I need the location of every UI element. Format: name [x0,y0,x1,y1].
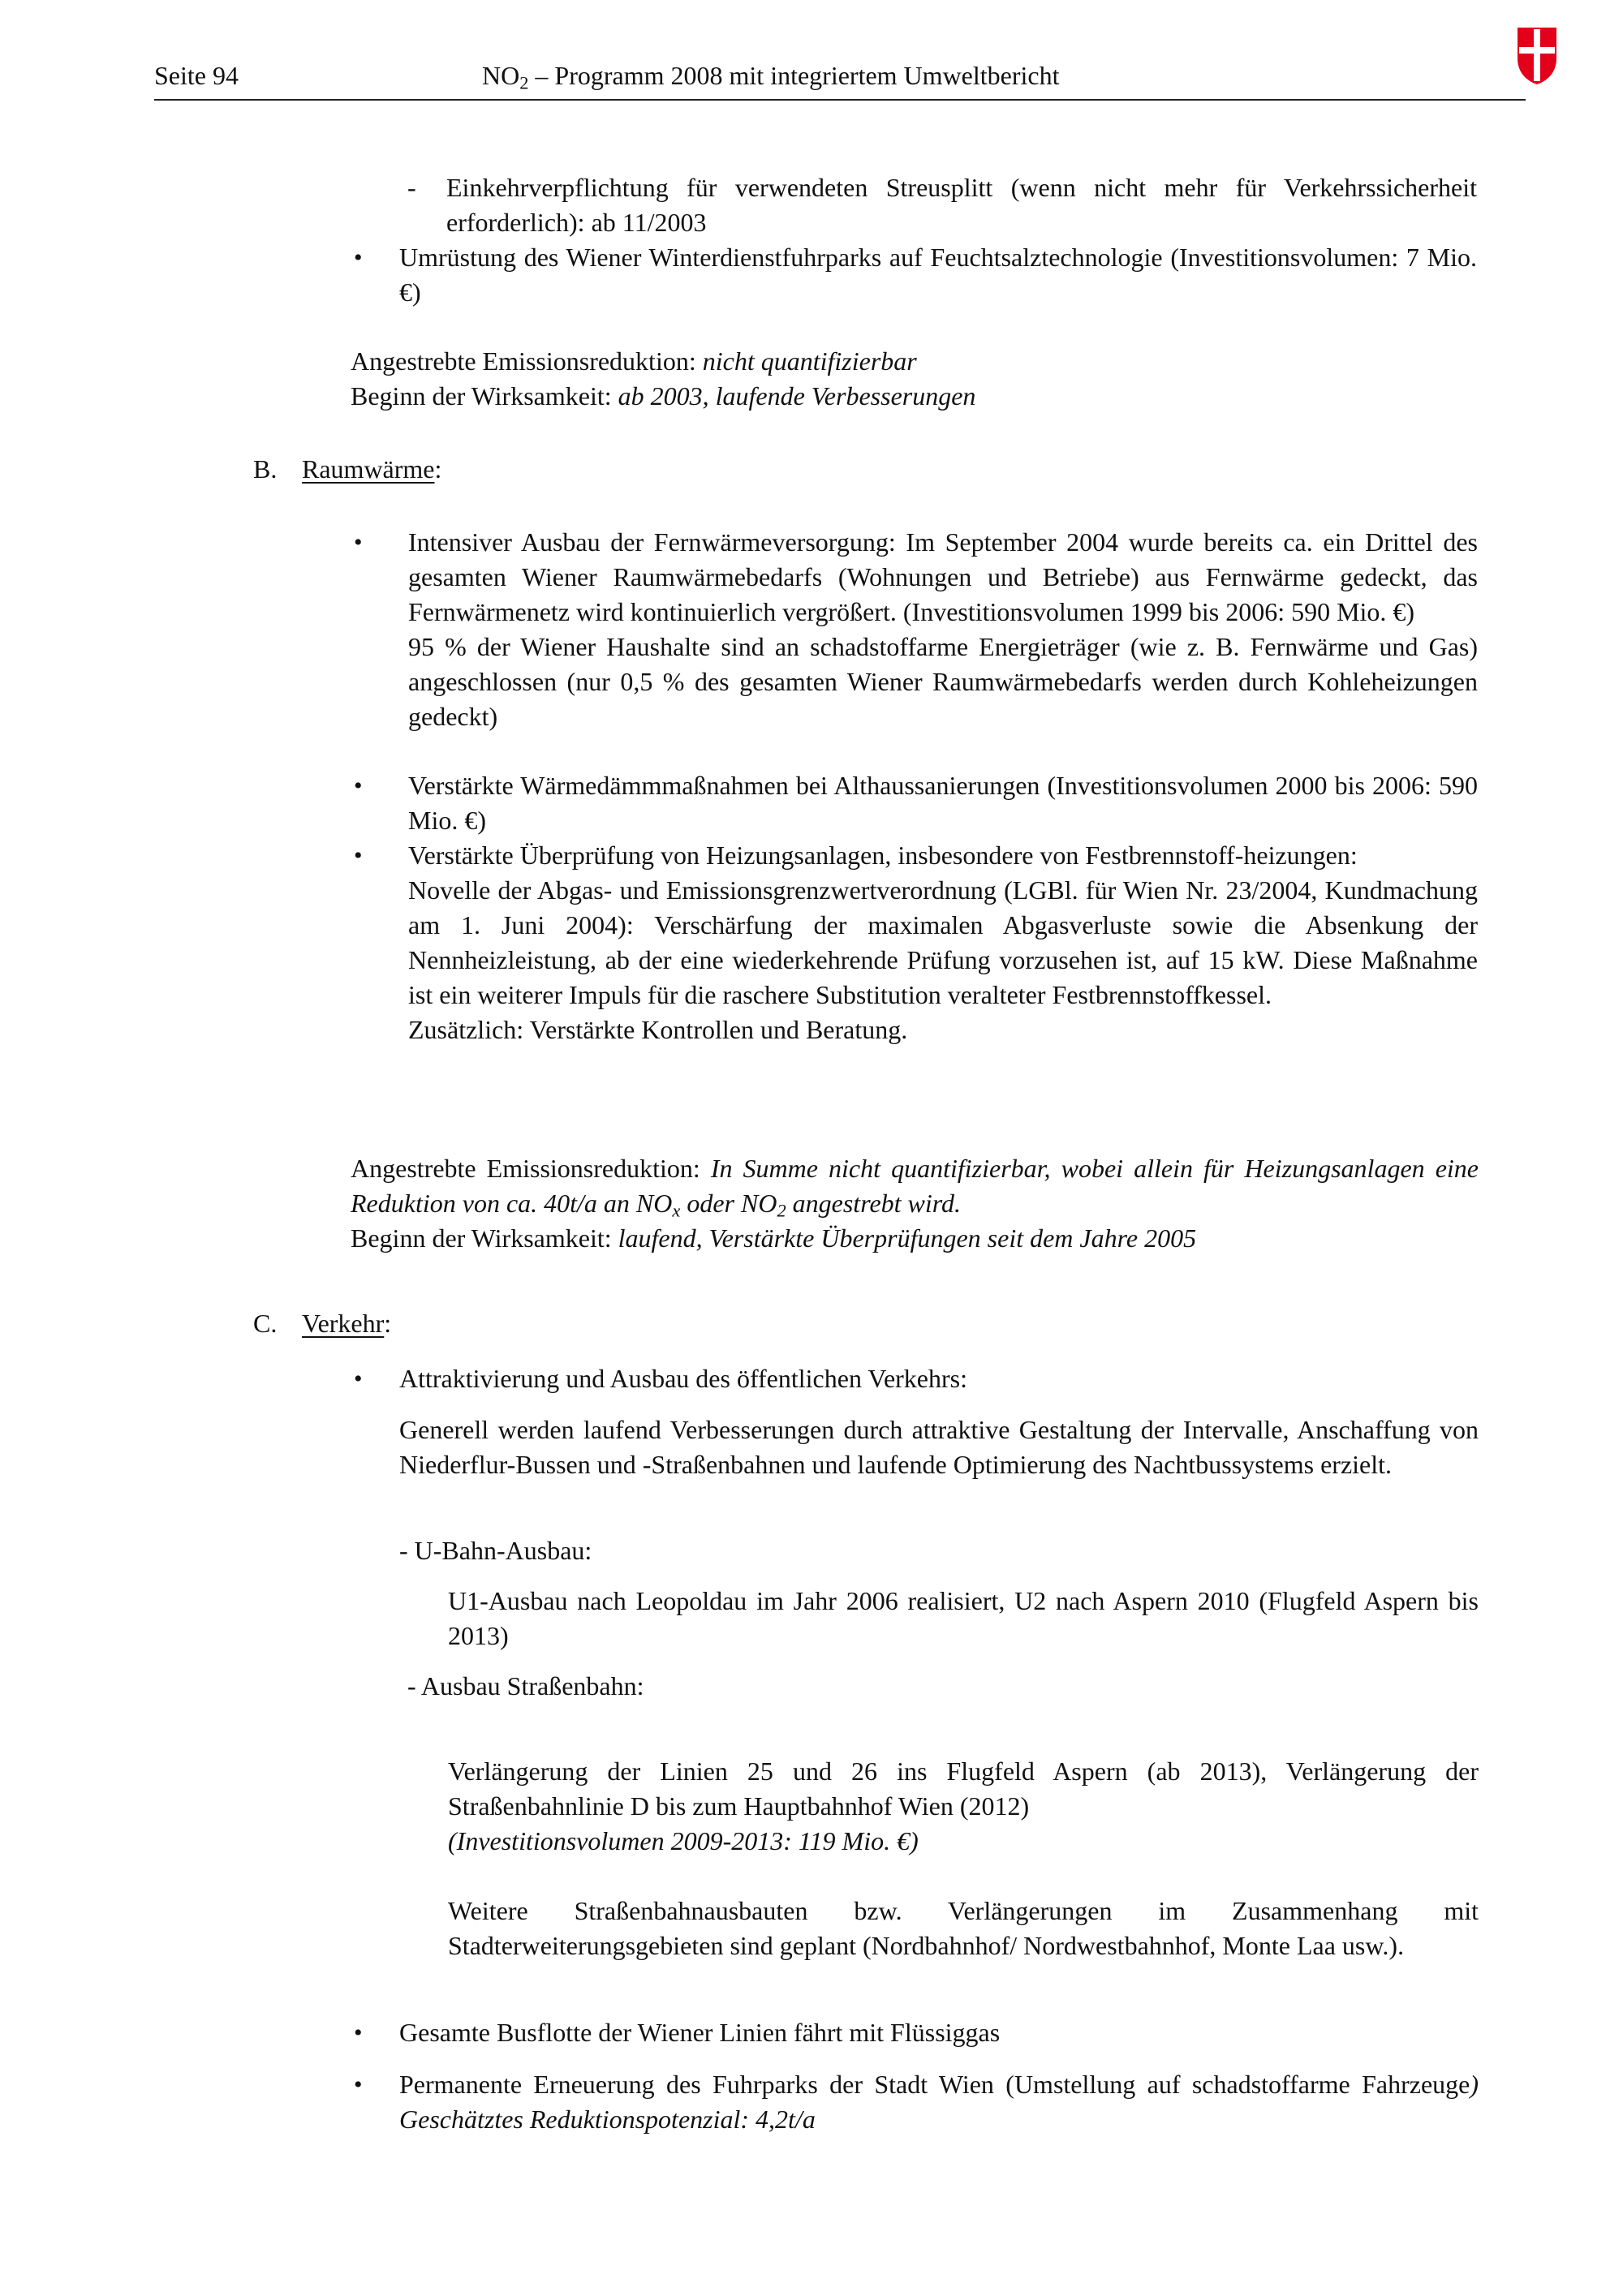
paragraph-text: Generell werden laufend Verbesserungen durch attraktive Gestaltung der Intervalle, Anschaffung von Niederflur-Bussen und -Straßenbahnen und laufende Optimierung des Nachtbussystems erzielt. [399,1415,1479,1479]
paragraph [448,1584,1479,1653]
bullet-marker: • [354,2071,363,2098]
list-item [399,2015,1479,2050]
title-no: NO [482,61,520,90]
start-label: Beginn der Wirksamkeit: [351,381,618,411]
reduction-potential: ) Geschätztes Reduktionspotenzial: 4,2t/a [399,2070,1479,2134]
list-item-text: Verstärkte Überprüfung von Heizungsanlagen, insbesondere von Festbrennstoff-heizungen: [408,841,1358,870]
reduction-value-part: oder NO [680,1189,777,1218]
paragraph-text: (Investitionsvolumen 2009-2013: 119 Mio. €) [448,1826,919,1855]
sub-heading-tram [407,1669,644,1704]
sub-heading-text: - Ausbau Straßenbahn: [407,1671,644,1701]
bullet-marker: • [354,2019,363,2046]
list-item [408,525,1478,734]
bullet-marker: • [354,244,363,271]
bullet-marker: • [354,529,363,556]
emission-summary [351,344,1479,414]
paragraph [448,1754,1479,1859]
list-item-text: Verstärkte Wärmedämmmaßnahmen bei Althaussanierungen (Investitionsvolumen 2000 bis 2006: 590 Mio. €) [408,771,1478,835]
section-colon: : [434,454,442,484]
list-item [446,170,1477,240]
list-item-text: Gesamte Busflotte der Wiener Linien fährt mit Flüssiggas [399,2018,1001,2047]
title-rest: – Programm 2008 mit integriertem Umweltbericht [528,61,1060,90]
reduction-line [351,344,1479,379]
reduction-value-part: In Summe nicht quantifizierbar, wobei allein für Heizungsanlagen eine Reduktion von ca. 40t/a an NO [351,1154,1479,1218]
paragraph-text: Weitere Straßenbahnausbauten bzw. Verlängerungen im Zusammenhang mit Stadterweiterungsgebieten sind geplant (Nordbahnhof/ Nordwestbahnhof, Monte Laa usw.). [448,1896,1479,1960]
list-item [408,768,1478,838]
list-item [399,1361,1479,1396]
reduction-label: Angestrebte Emissionsreduktion: [351,346,703,376]
reduction-line [351,1151,1479,1221]
section-title: Raumwärme [302,454,435,484]
dash-marker: - [407,173,416,202]
list-item-text: Intensiver Ausbau der Fernwärmeversorgung: Im September 2004 wurde bereits ca. ein Drittel des gesamten Wiener Raumwärmebedarfs (Wohnungen und Betriebe) aus Fernwärme gedeckt, das Fernwärmenetz wird kontinuierlich vergrößert. (Investitionsvolumen 1999 bis 2006: 590 Mio. €) [408,527,1478,626]
subscript-x: x [672,1200,681,1221]
sub-heading-ubahn [399,1533,592,1568]
start-value: laufend, Verstärkte Überprüfungen seit dem Jahre 2005 [618,1223,1197,1253]
list-item [408,838,1478,1047]
paragraph-text: Verlängerung der Linien 25 und 26 ins Flugfeld Aspern (ab 2013), Verlängerung der Straßenbahnlinie D bis zum Hauptbahnhof Wien (2012) [448,1756,1479,1821]
document-title [482,58,1060,93]
list-item-text: Novelle der Abgas- und Emissionsgrenzwertverordnung (LGBl. für Wien Nr. 23/2004, Kundmachung am 1. Juni 2004): Verschärfung der maximalen Abgasverluste sowie die Absenkung der Nennheizleistung, ab der eine wiederkehrende Prüfung vorzusehen ist, auf 15 kW. Diese Maßnahme ist ein weiterer Impuls für die raschere Substitution veralteter Festbrennstoffkessel. [408,875,1478,1009]
reduction-value: nicht quantifizierbar [702,346,917,376]
list-item-text: 95 % der Wiener Haushalte sind an schadstoffarme Energieträger (wie z. B. Fernwärme und Gas) angeschlossen (nur 0,5 % des gesamten Wiener Raumwärmebedarfs werden durch Kohleheizungen gedeckt) [408,632,1478,731]
start-label: Beginn der Wirksamkeit: [351,1223,618,1253]
paragraph [399,1412,1479,1482]
section-heading-verkehr [302,1306,391,1341]
paragraph [448,1894,1479,1963]
subscript-2: 2 [777,1200,786,1221]
reduction-label: Angestrebte Emissionsreduktion: [351,1154,711,1183]
section-letter: B. [253,454,278,484]
list-item-text-part: Permanente Erneuerung des Fuhrparks der Stadt Wien (Umstellung auf schadstoffarme Fahrzeuge [399,2070,1470,2099]
list-item [399,2067,1479,2137]
list-item-text [399,2067,1479,2137]
section-letter: C. [253,1309,278,1338]
list-item-text: Umrüstung des Wiener Winterdienstfuhrparks auf Feuchtsalztechnologie (Investitionsvolumen: 7 Mio. €) [399,243,1477,307]
vienna-coat-of-arms-icon [1516,26,1558,86]
reduction-value-part: angestrebt wird. [786,1189,962,1218]
bullet-marker: • [354,842,363,869]
list-item-text: Attraktivierung und Ausbau des öffentlichen Verkehrs: [399,1364,967,1393]
list-item [399,240,1477,310]
list-item-text: Einkehrverpflichtung für verwendeten Streusplitt (wenn nicht mehr für Verkehrssicherheit erforderlich): ab 11/2003 [446,173,1477,237]
emission-summary [351,1151,1479,1256]
section-title: Verkehr [302,1309,385,1338]
start-line [351,379,1479,414]
section-heading-raumwaerme [302,452,441,487]
section-colon: : [384,1309,392,1338]
page-number: Seite 94 [154,61,239,90]
bullet-marker: • [354,772,363,799]
paragraph-text: U1-Ausbau nach Leopoldau im Jahr 2006 realisiert, U2 nach Aspern 2010 (Flugfeld Aspern bis 2013) [448,1586,1479,1650]
start-line [351,1221,1479,1256]
header-divider [154,99,1526,101]
bullet-marker: • [354,1365,363,1392]
start-value: ab 2003, laufende Verbesserungen [618,381,976,411]
title-subscript: 2 [519,72,529,93]
sub-heading-text: - U-Bahn-Ausbau: [399,1536,592,1565]
list-item-text: Zusätzlich: Verstärkte Kontrollen und Beratung. [408,1015,908,1044]
